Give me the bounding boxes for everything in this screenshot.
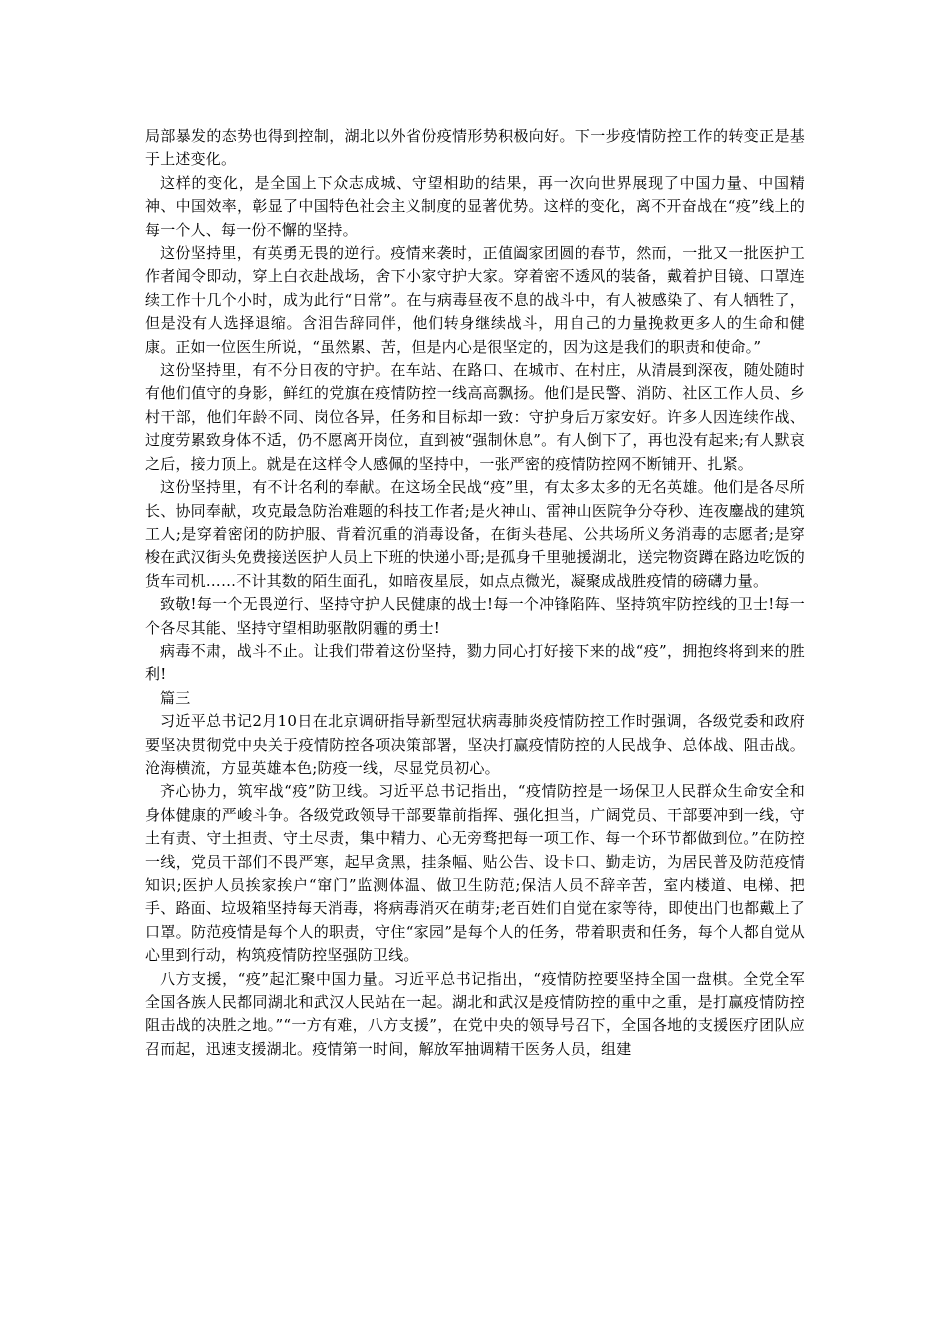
paragraph: 这份坚持里，有不分日夜的守护。在车站、在路口、在城市、在村庄，从清晨到深夜，随处随时有他们值守的身影，鲜红的党旗在疫情防控一线高高飘扬。他们是民警、消防、社区工作人员、乡村干部，他们年龄不同、岗位各异，任务和目标却一致：守护身后万家安好。许多人因连续作战、过度劳累致身体不适，仍不愿离开岗位，直到被“强制休息”。有人倒下了，再也没有起来;有人默哀之后，接力顶上。就是在这样令人感佩的坚持中，一张严密的疫情防控网不断铺开、扎紧。 bbox=[145, 361, 805, 473]
section-heading: 篇三 bbox=[160, 688, 191, 707]
paragraph: 这份坚持里，有英勇无畏的逆行。疫情来袭时，正值阖家团圆的春节，然而，一批又一批医护工作者闻令即动，穿上白衣赴战场，舍下小家守护大家。穿着密不透风的装备，戴着护目镜、口罩连续工作十几个小时，成为此行“日常”。在与病毒昼夜不息的战斗中，有人被感染了、有人牺牲了，但是没有人选择退缩。含泪告辞同伴，他们转身继续战斗，用自己的力量挽救更多人的生命和健康。正如一位医生所说，“虽然累、苦，但是内心是很坚定的，因为这是我们的职责和使命。” bbox=[145, 244, 805, 356]
paragraph: 习近平总书记2月10日在北京调研指导新型冠状病毒肺炎疫情防控工作时强调，各级党委和政府要坚决贯彻党中央关于疫情防控各项决策部署，坚决打赢疫情防控的人民战争、总体战、阻击战。沧海横流，方显英雄本色;防疫一线，尽显党员初心。 bbox=[145, 712, 805, 777]
paragraph: 齐心协力，筑牢战“疫”防卫线。习近平总书记指出，“疫情防控是一场保卫人民群众生命安全和身体健康的严峻斗争。各级党政领导干部要靠前指挥、强化担当，广阔党员、干部要冲到一线，守土有责、守土担责、守土尽责，集中精力、心无旁骛把每一项工作、每一个环节都做到位。”在防控一线，党员干部们不畏严寒，起早贪黑，挂条幅、贴公告、设卡口、勤走访，为居民普及防范疫情知识;医护人员挨家挨户“窜门”监测体温、做卫生防范;保洁人员不辞辛苦，室内楼道、电梯、把手、路面、垃圾箱坚持每天消毒，将病毒消灭在萌芽;老百姓们自觉在家等待，即使出门也都戴上了口罩。防范疫情是每个人的职责，守住“家园”是每个人的任务，带着职责和任务，每个人都自觉从心里到行动，构筑疫情防控坚强防卫线。 bbox=[145, 782, 805, 965]
paragraph: 病毒不肃，战斗不止。让我们带着这份坚持，勠力同心打好接下来的战“疫”，拥抱终将到来的胜利! bbox=[145, 641, 805, 684]
paragraph: 八方支援，“疫”起汇聚中国力量。习近平总书记指出，“疫情防控要坚持全国一盘棋。全党全军全国各族人民都同湖北和武汉人民站在一起。湖北和武汉是疫情防控的重中之重，是打赢疫情防控阻击战的决胜之地。”“一方有难，八方支援”，在党中央的领导号召下，全国各地的支援医疗团队应召而起，迅速支援湖北。疫情第一时间，解放军抽调精干医务人员，组建 bbox=[145, 969, 805, 1058]
paragraph: 这份坚持里，有不计名利的奉献。在这场全民战“疫”里，有太多太多的无名英雄。他们是各尽所长、协同奉献，攻克最急防治难题的科技工作者;是火神山、雷神山医院争分夺秒、连夜鏖战的建筑工人;是穿着密闭的防护服、背着沉重的消毒设备，在街头巷尾、公共场所义务消毒的志愿者;是穿梭在武汉街头免费接送医护人员上下班的快递小哥;是孤身千里驰援湖北，送完物资蹲在路边吃饭的货车司机……不计其数的陌生面孔，如暗夜星辰，如点点微光，凝聚成战胜疫情的磅礴力量。 bbox=[145, 478, 805, 590]
paragraph: 致敬!每一个无畏逆行、坚持守护人民健康的战士!每一个冲锋陷阵、坚持筑牢防控线的卫士!每一个各尽其能、坚持守望相助驱散阴霾的勇士! bbox=[145, 595, 805, 637]
paragraph: 这样的变化，是全国上下众志成城、守望相助的结果，再一次向世界展现了中国力量、中国精神、中国效率，彰显了中国特色社会主义制度的显著优势。这样的变化，离不开奋战在“疫”线上的每一个人、每一份不懈的坚持。 bbox=[145, 173, 805, 239]
paragraph-continuation: 局部暴发的态势也得到控制，湖北以外省份疫情形势积极向好。下一步疫情防控工作的转变正是基于上述变化。 bbox=[145, 127, 805, 169]
document-body bbox=[145, 125, 805, 1061]
